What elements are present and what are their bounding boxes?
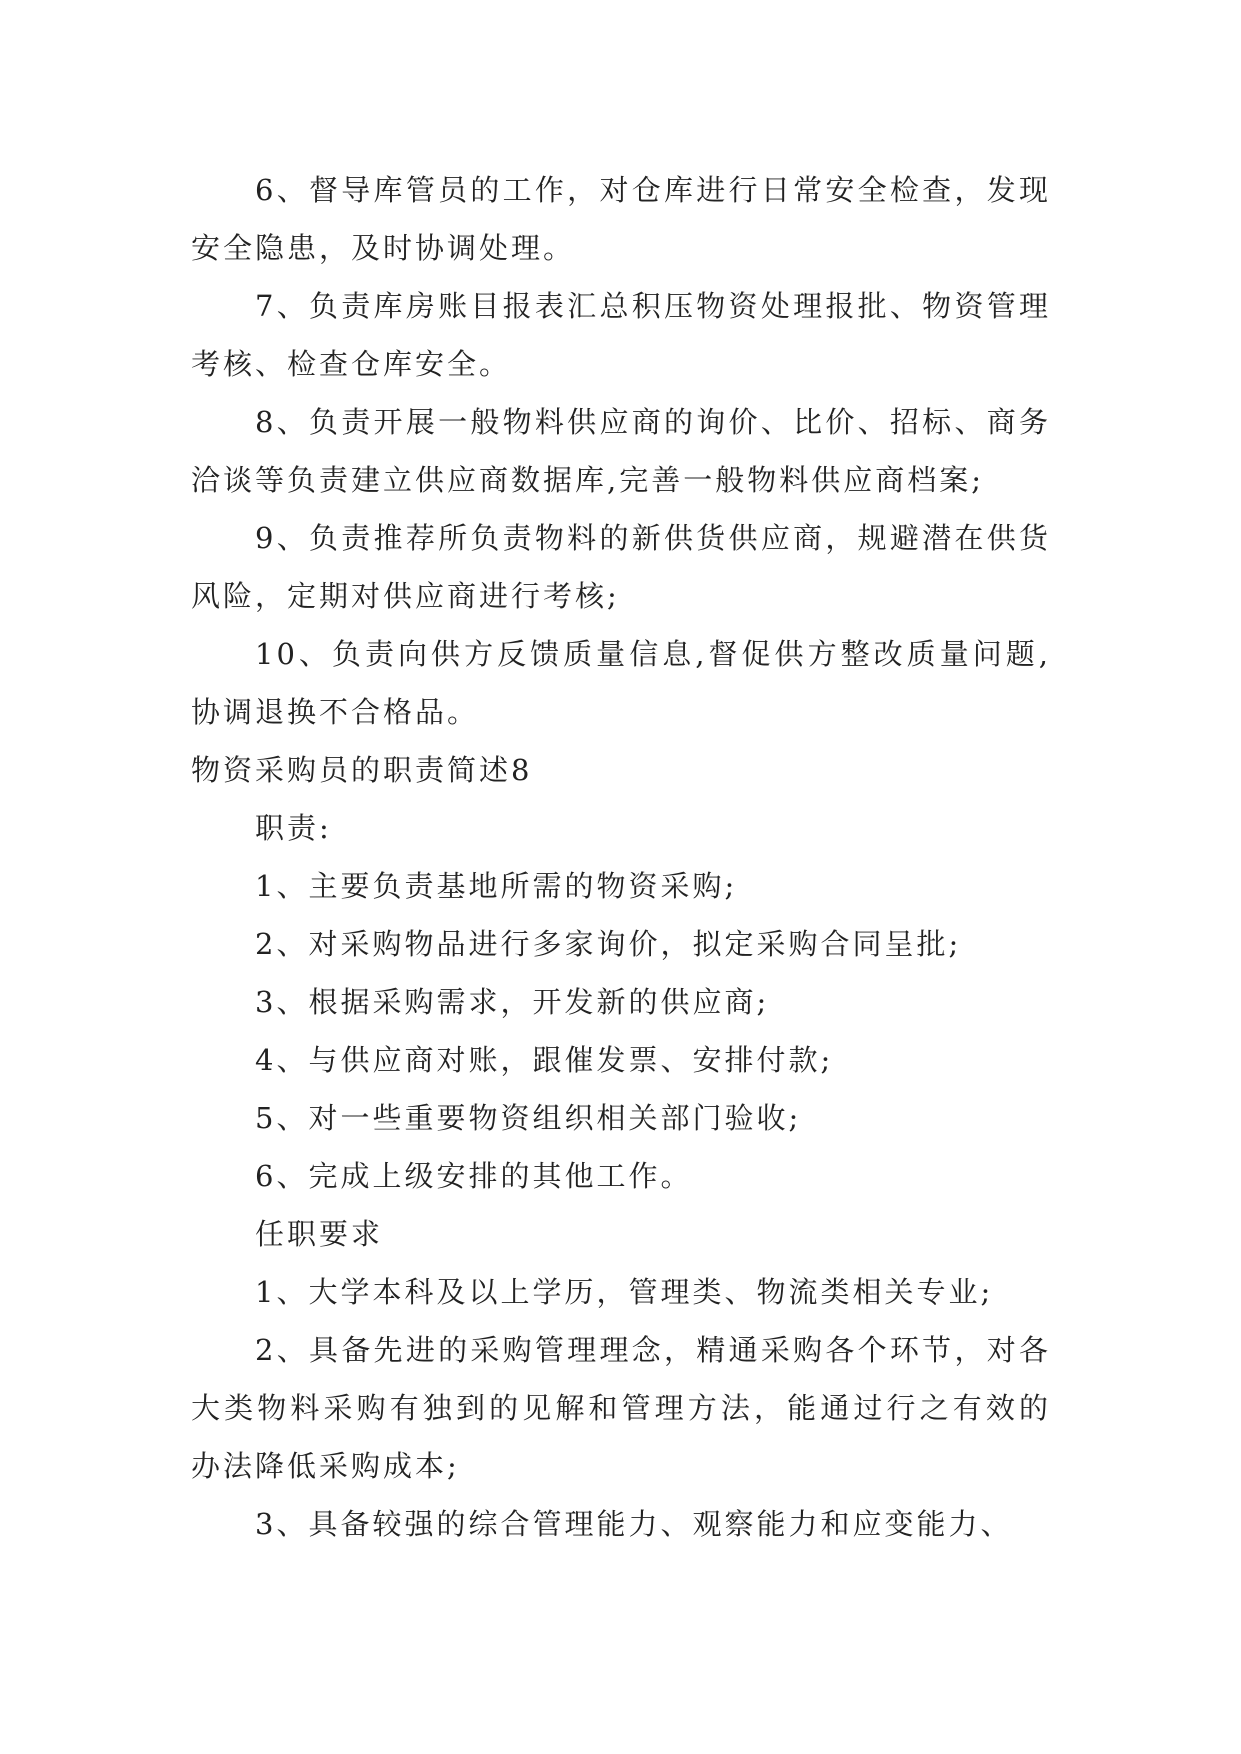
duty-item: 3、根据采购需求，开发新的供应商; [255,985,770,1019]
requirement-item: 3、具备较强的综合管理能力、观察能力和应变能力、 [255,1507,1013,1541]
requirement-item: 2、具备先进的采购管理理念，精通采购各个环节，对各大类物料采购有独到的见解和管理方法，能通过行之有效的办法降低采购成本; [191,1333,1051,1483]
paragraph-item-9: 9、负责推荐所负责物料的新供货供应商，规避潜在供货风险，定期对供应商进行考核; [191,521,1051,613]
paragraph-item-10: 10、负责向供方反馈质量信息,督促供方整改质量问题,协调退换不合格品。 [191,637,1051,729]
document-body [191,161,1051,1553]
duty-item: 2、对采购物品进行多家询价，拟定采购合同呈批; [255,927,962,961]
duty-item: 5、对一些重要物资组织相关部门验收; [255,1101,802,1135]
duty-item: 1、主要负责基地所需的物资采购; [255,869,738,903]
duties-label: 职责: [255,811,332,845]
paragraph-item-8: 8、负责开展一般物料供应商的询价、比价、招标、商务洽谈等负责建立供应商数据库,完善一般物料供应商档案; [191,405,1051,497]
section-title: 物资采购员的职责简述8 [191,753,533,787]
requirement-item: 1、大学本科及以上学历，管理类、物流类相关专业; [255,1275,994,1309]
paragraph-item-7: 7、负责库房账目报表汇总积压物资处理报批、物资管理考核、检查仓库安全。 [191,289,1051,381]
duty-item: 4、与供应商对账，跟催发票、安排付款; [255,1043,834,1077]
requirements-label: 任职要求 [255,1217,384,1251]
duty-item: 6、完成上级安排的其他工作。 [255,1159,693,1193]
paragraph-item-6: 6、督导库管员的工作，对仓库进行日常安全检查，发现安全隐患，及时协调处理。 [191,173,1051,265]
